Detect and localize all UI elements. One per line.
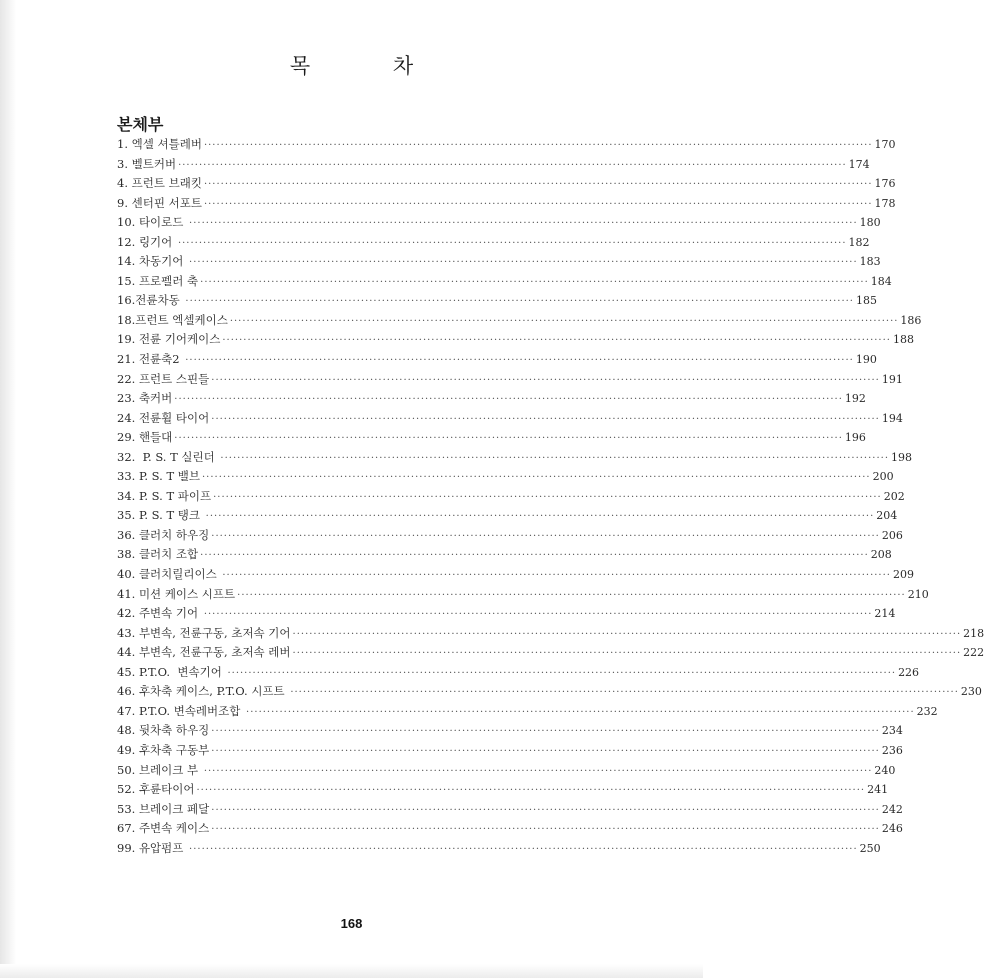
toc-entry	[117, 253, 881, 273]
toc-entry-label: 29. 핸들대	[117, 430, 173, 445]
toc-entry	[117, 449, 912, 469]
toc-entry-page: 222	[963, 646, 984, 660]
toc-entry-label: 1. 엑셀 셔틀레버	[117, 137, 202, 151]
toc-entry	[117, 683, 982, 703]
toc-entry-label: 3. 벨트커버	[117, 156, 177, 171]
dot-leader: ································································································································································	[203, 179, 873, 191]
toc-entry	[117, 331, 914, 351]
toc-entry	[117, 722, 903, 742]
toc-entry-page: 232	[916, 704, 938, 718]
toc-entry-label: 42. 주변속 기어	[117, 606, 202, 621]
toc-entry	[117, 703, 938, 723]
toc-entry-page: 185	[855, 294, 877, 308]
toc-entry	[117, 546, 892, 566]
toc-entry-page: 170	[874, 138, 896, 151]
toc-entry-page: 236	[881, 743, 903, 757]
page-title: 목 차	[289, 54, 452, 78]
toc-entry-page: 204	[876, 509, 898, 523]
toc-entry-label: 19. 전륜 기어케이스	[117, 332, 221, 347]
dot-leader: ································································································································································	[213, 491, 882, 503]
section-title: 본체부	[117, 115, 164, 134]
toc-entry	[117, 351, 877, 371]
toc-entry	[117, 273, 892, 293]
dot-leader: ································································································································································	[185, 355, 854, 367]
toc-entry-page: 196	[844, 431, 866, 445]
toc-entry-label: 99. 유압펌프	[117, 840, 188, 855]
dot-leader: ································································································································································	[229, 315, 899, 327]
toc-entry-label: 46. 후차축 케이스, P.T.O. 시프트	[117, 684, 289, 699]
toc-entry-label: 49. 후차축 구동부	[117, 742, 210, 757]
toc-entry	[117, 468, 894, 488]
page-number: 168	[340, 916, 363, 931]
toc-entry	[117, 625, 984, 645]
toc-entry-label: 23. 축커버	[117, 391, 173, 406]
toc-entry-label: 41. 미션 케이스 시프트	[117, 586, 236, 601]
toc-entry	[117, 488, 905, 508]
toc-entry-label: 18.프런트 엑셀케이스	[117, 312, 228, 327]
toc-entry-label: 15. 프로펠러 축	[117, 273, 199, 288]
toc-entry-page: 200	[872, 470, 894, 484]
toc-entry-label: 38. 클러치 조합	[117, 547, 199, 562]
toc-entry-page: 180	[859, 216, 881, 230]
toc-entry	[117, 156, 870, 176]
dot-leader: ································································································································································	[185, 296, 854, 308]
toc-entry-label: 36. 클러치 하우징	[117, 527, 210, 542]
dot-leader: ································································································································································	[177, 237, 847, 249]
toc-entry-page: 210	[907, 587, 929, 601]
dot-leader: ································································································································································	[222, 570, 891, 582]
toc-entry-label: 43. 부변속, 전륜구동, 초저속 기어	[117, 625, 291, 640]
dot-leader: ································································································································································	[246, 706, 915, 718]
toc-entry-page: 226	[898, 665, 920, 679]
toc-entry-page: 194	[881, 411, 903, 425]
toc-entry	[117, 566, 914, 586]
toc-entry	[117, 292, 877, 312]
toc-entry	[117, 605, 896, 625]
dot-leader: ································································································································································	[222, 335, 891, 347]
toc-entry-page: 246	[881, 822, 903, 836]
dot-leader: ································································································································································	[200, 550, 869, 562]
toc-entry-page: 178	[874, 196, 896, 210]
toc-entry-label: 48. 뒷차축 하우징	[117, 723, 210, 738]
toc-entry-label: 16.전륜차동	[117, 293, 184, 308]
toc-entry-page: 214	[874, 607, 896, 621]
toc-entry-page: 192	[844, 392, 866, 406]
toc-entry	[117, 136, 896, 156]
dot-leader: ································································································································································	[292, 648, 962, 660]
dot-leader: ································································································································································	[174, 433, 843, 445]
toc-entry	[117, 234, 870, 254]
dot-leader: ································································································································································	[292, 628, 962, 640]
toc-entry-label: 45. P.T.O. 변속기어	[117, 664, 226, 679]
dot-leader: ································································································································································	[203, 140, 873, 151]
dot-leader: ································································································································································	[202, 472, 871, 484]
toc-entry-page: 191	[881, 372, 903, 386]
toc-entry-page: 186	[900, 313, 922, 327]
toc-entry	[117, 801, 903, 821]
toc-entry-page: 234	[881, 724, 903, 738]
toc-entry-page: 183	[859, 255, 881, 269]
toc-entry-label: 22. 프런트 스핀들	[117, 371, 210, 386]
dot-leader: ································································································································································	[220, 452, 889, 464]
dot-leader: ································································································································································	[211, 745, 880, 757]
toc-entry-label: 10. 타이로드	[117, 215, 188, 230]
dot-leader: ································································································································································	[189, 218, 858, 230]
toc-entry-label: 34. P. S. T 파이프	[117, 488, 212, 503]
toc-entry	[117, 664, 920, 684]
toc-entry	[117, 429, 866, 449]
dot-leader: ································································································································································	[200, 276, 869, 288]
toc-entry-label: 24. 전륜휠 타이어	[117, 410, 210, 425]
toc-entry-page: 250	[859, 841, 881, 855]
toc-entry-page: 241	[867, 783, 889, 797]
dot-leader: ································································································································································	[189, 843, 858, 855]
dot-leader: ································································································································································	[203, 198, 873, 210]
toc-entry	[117, 371, 903, 391]
toc-entry-label: 50. 브레이크 부	[117, 762, 202, 777]
toc-entry	[117, 742, 903, 762]
table-of-contents	[117, 136, 984, 859]
toc-entry-page: 209	[892, 568, 914, 582]
scan-bottom-edge	[0, 964, 703, 978]
toc-entry-label: 47. P.T.O. 변속레버조합	[117, 703, 245, 718]
toc-entry-label: 14. 차동기어	[117, 254, 188, 269]
toc-entry	[117, 214, 881, 234]
toc-entry	[117, 195, 896, 215]
toc-entry-label: 44. 부변속, 전륜구동, 초저속 레버	[117, 645, 291, 660]
toc-entry-label: 40. 클러치릴리이스	[117, 567, 221, 582]
dot-leader: ································································································································································	[196, 785, 866, 797]
toc-entry	[117, 820, 903, 840]
dot-leader: ································································································································································	[211, 374, 880, 386]
toc-entry-page: 202	[883, 489, 905, 503]
toc-entry-label: 32. P. S. T 실린더	[117, 449, 219, 464]
dot-leader: ································································································································································	[178, 159, 847, 171]
toc-entry-page: 182	[848, 235, 870, 249]
dot-leader: ································································································································································	[211, 726, 880, 738]
dot-leader: ································································································································································	[211, 530, 880, 542]
toc-entry-label: 53. 브레이크 페달	[117, 801, 210, 816]
toc-entry-page: 188	[892, 333, 914, 347]
dot-leader: ································································································································································	[290, 687, 959, 699]
toc-entry-label: 9. 센터핀 서포트	[117, 195, 202, 210]
dot-leader: ································································································································································	[203, 609, 873, 621]
toc-entry	[117, 840, 881, 860]
toc-entry-label: 35. P. S. T 탱크	[117, 508, 204, 523]
toc-entry-page: 174	[848, 157, 870, 171]
toc-entry	[117, 781, 889, 801]
dot-leader: ································································································································································	[203, 765, 873, 777]
toc-entry	[117, 410, 903, 430]
toc-entry	[117, 507, 898, 527]
toc-entry-page: 240	[874, 763, 896, 777]
toc-entry-page: 190	[855, 353, 877, 367]
toc-entry	[117, 644, 984, 664]
dot-leader: ································································································································································	[211, 804, 880, 816]
toc-entry-label: 21. 전륜축2	[117, 352, 184, 367]
toc-entry	[117, 312, 922, 332]
toc-entry-page: 230	[960, 685, 982, 699]
toc-entry-label: 12. 링기어	[117, 234, 176, 249]
dot-leader: ································································································································································	[205, 511, 875, 523]
toc-entry	[117, 390, 866, 410]
dot-leader: ································································································································································	[227, 667, 897, 679]
toc-entry-page: 208	[870, 548, 892, 562]
toc-entry-label: 67. 주변속 케이스	[117, 821, 210, 836]
toc-entry-label: 52. 후륜타이어	[117, 782, 195, 797]
dot-leader: ································································································································································	[174, 394, 843, 406]
toc-entry	[117, 762, 896, 782]
toc-entry-label: 33. P. S. T 밸브	[117, 469, 200, 484]
toc-entry-page: 242	[881, 802, 903, 816]
toc-entry-page: 206	[881, 528, 903, 542]
toc-entry-page: 176	[874, 177, 896, 191]
dot-leader: ································································································································································	[211, 824, 880, 836]
toc-entry	[117, 175, 896, 195]
toc-entry-page: 218	[963, 626, 984, 640]
toc-entry-page: 184	[870, 274, 892, 288]
toc-entry	[117, 527, 903, 547]
toc-entry-page: 198	[891, 450, 912, 464]
dot-leader: ································································································································································	[189, 257, 858, 269]
toc-entry	[117, 586, 929, 606]
scan-left-edge	[0, 0, 16, 978]
dot-leader: ································································································································································	[237, 589, 906, 601]
toc-entry-label: 4. 프런트 브래킷	[117, 176, 202, 191]
dot-leader: ································································································································································	[211, 413, 880, 425]
